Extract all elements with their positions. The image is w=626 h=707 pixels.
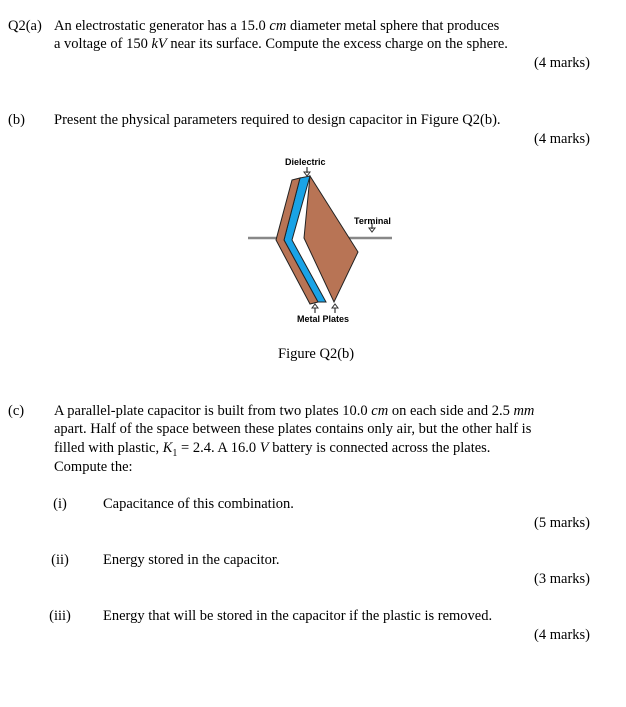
q2c-label: (c) [8, 403, 25, 419]
part-ii-marks: (3 marks) [534, 571, 590, 587]
part-iii-label: (iii) [49, 608, 71, 624]
part-i-marks: (5 marks) [534, 515, 590, 531]
q2b-label: (b) [8, 112, 25, 128]
part-ii-text: Energy stored in the capacitor. [103, 552, 280, 568]
part-iii-marks: (4 marks) [534, 627, 590, 643]
q2a-line-2: a voltage of 150 kV near its surface. Compute the excess charge on the sphere. [54, 36, 508, 52]
q2b-marks: (4 marks) [534, 131, 590, 147]
part-i-text: Capacitance of this combination. [103, 496, 294, 512]
q2c-line-4: Compute the: [54, 459, 133, 475]
part-iii-text: Energy that will be stored in the capacitor if the plastic is removed. [103, 608, 493, 624]
metal-plates-label: Metal Plates [297, 314, 350, 324]
metal-plates-arrow-icon [312, 304, 338, 313]
part-i-label: (i) [53, 496, 67, 512]
q2a-label: Q2(a) [8, 18, 42, 34]
terminal-label: Terminal [354, 216, 391, 226]
dielectric-label: Dielectric [285, 157, 326, 167]
figure-caption: Figure Q2(b) [278, 346, 355, 362]
q2c-line-1: A parallel-plate capacitor is built from two plates 10.0 cm on each side and 2.5 mm [54, 403, 535, 419]
q2a-marks: (4 marks) [534, 55, 590, 71]
capacitor-diagram [244, 156, 404, 326]
q2c-line-2: apart. Half of the space between these plates contains only air, but the other half is [54, 421, 532, 437]
q2c-line-3: filled with plastic, $K_1 = 2.4$. A 16.0 V battery is connected across the plates. [54, 440, 491, 459]
capacitor-figure [244, 156, 404, 326]
q2b-text: Present the physical parameters required to design capacitor in Figure Q2(b). [54, 112, 501, 128]
q2a-line-1: An electrostatic generator has a 15.0 cm diameter metal sphere that produces [54, 18, 500, 34]
dielectric-arrow-icon [304, 167, 310, 176]
part-ii-label: (ii) [51, 552, 69, 568]
